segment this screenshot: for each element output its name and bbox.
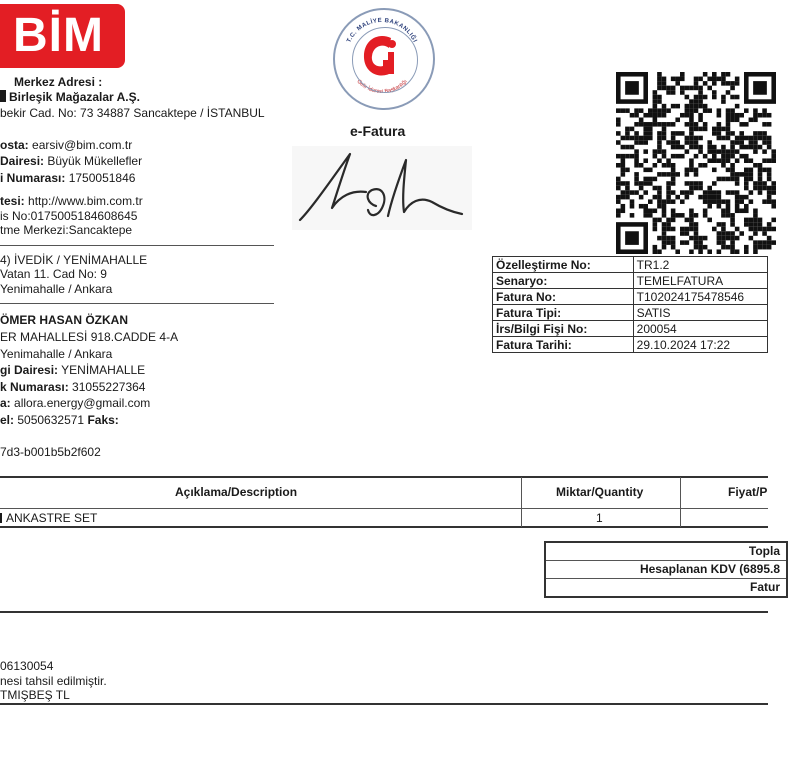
info-row: Özelleştirme No: TR1.2 [493,257,768,273]
seller-mersis: is No:0175005184608645 [0,209,138,223]
qr-code [616,72,776,254]
seal-top-text: T.C. MALİYE BAKANLIĞI [346,17,418,44]
divider [0,245,274,246]
seller-tax-office-row: Dairesi: Büyük Mükellefler [0,154,143,168]
footer-line1: 06130054 [0,659,54,673]
info-row: Fatura Tipi: SATIS [493,305,768,321]
buyer-tax-office-row: gi Dairesi: YENİMAHALLE [0,363,146,377]
signature [292,146,472,230]
items-header-divider [0,508,768,509]
branch-line2: Vatan 11. Cad No: 9 [0,267,107,281]
col-price-header: Fiyat/P [728,485,768,499]
ettn: 7d3-b001b5b2f602 [0,445,101,459]
divider [0,303,274,304]
footer-top-border [0,611,768,613]
buyer-name: ÖMER HASAN ÖZKAN [0,313,128,327]
col-quantity-header: Miktar/Quantity [556,485,644,499]
col-description-header: Açıklama/Description [175,485,298,499]
gib-seal [333,8,435,110]
item-description: ANKASTRE SET [0,511,97,525]
branch-line3: Yenimahalle / Ankara [0,282,113,296]
invoice-info-table [492,256,768,353]
seller-email-row: osta: earsiv@bim.com.tr [0,138,133,152]
buyer-city: Yenimahalle / Ankara [0,347,113,361]
seller-trade-center: tme Merkezi:Sancaktepe [0,223,133,237]
seller-tax-no-row: i Numarası: 1750051846 [0,171,136,185]
logo-text: BİM [13,9,104,62]
seller-company: Birleşik Mağazalar A.Ş. [0,90,140,104]
seal-bottom-text: Gelir İdaresi Başkanlığı [355,78,409,96]
footer-line2: nesi tahsil edilmiştir. [0,674,107,688]
buyer-tax-no-row: k Numarası: 31055227364 [0,380,146,394]
item-quantity: 1 [596,511,603,525]
items-col-divider [680,477,681,527]
info-row: Fatura Tarihi: 29.10.2024 17:22 [493,337,768,353]
doc-type: e-Fatura [350,123,406,139]
info-row: Senaryo: TEMELFATURA [493,273,768,289]
vat-label: Hesaplanan KDV (6895.8 [546,561,786,579]
subtotal-label: Topla [546,543,786,561]
seller-street: bekir Cad. No: 73 34887 Sancaktepe / İSTANBUL [0,106,265,120]
seller-web-row: tesi: http://www.bim.com.tr [0,194,143,208]
buyer-email-row: a: allora.energy@gmail.com [0,396,151,410]
footer-bottom-border [0,703,768,705]
info-row: Fatura No: T102024175478546 [493,289,768,305]
seller-address-label: Merkez Adresi : [14,75,103,89]
info-row: İrs/Bilgi Fişi No: 200054 [493,321,768,337]
totals-box [544,541,788,598]
items-top-border [0,476,768,478]
bim-logo [0,4,125,68]
items-bottom-border [0,526,768,528]
buyer-address: ER MAHALLESİ 918.CADDE 4-A [0,330,179,344]
items-col-divider [521,477,522,527]
footer-line3: TMIŞBEŞ TL [0,688,70,702]
buyer-phone-row: el: 5050632571 Faks: [0,413,119,427]
total-label: Fatur [750,580,780,594]
branch-line1: 4) İVEDİK / YENİMAHALLE [0,253,148,267]
